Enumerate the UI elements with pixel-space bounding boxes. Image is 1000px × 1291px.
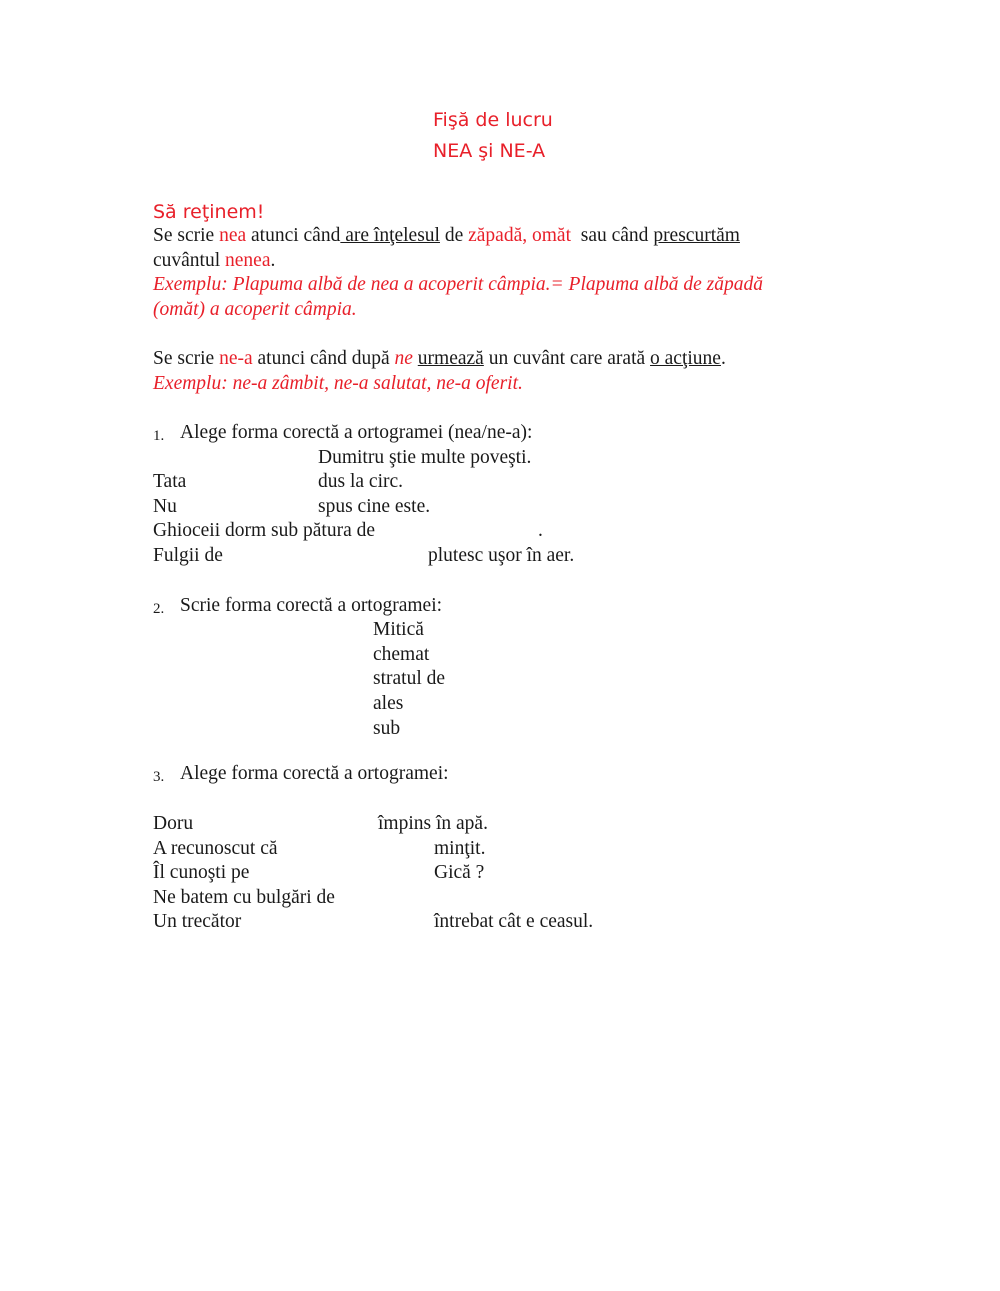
title-line-1: Fişă de lucru: [433, 109, 553, 131]
keyword-nenea: nenea: [225, 250, 271, 271]
text: de: [439, 225, 469, 246]
rule-nea-example-2: (omăt) a acoperit câmpia.: [153, 299, 357, 320]
exercise-2-item-4: ales: [373, 693, 404, 714]
exercise-3-line-1-left: Doru: [153, 813, 194, 834]
rule-ne-a-example: Exemplu: ne-a zâmbit, ne-a salutat, ne-a oferit.: [153, 373, 523, 394]
keyword-zapada: zăpadă, omăt: [468, 225, 571, 246]
exercise-2-number: 2.: [153, 601, 165, 617]
exercise-1-number: 1.: [153, 428, 165, 444]
text: un cuvânt care arată: [483, 348, 651, 369]
underlined-text: o acţiune: [650, 348, 721, 369]
exercise-1-instruction: Alege forma corectă a ortogramei (nea/ne-a):: [180, 422, 533, 443]
exercise-3-line-5-right: întrebat cât e ceasul.: [434, 911, 594, 932]
text: atunci când: [246, 225, 341, 246]
keyword-ne-a: ne-a: [219, 348, 253, 369]
underlined-text: urmează: [417, 348, 484, 369]
text: Se scrie: [153, 225, 220, 246]
exercise-2-instruction: Scrie forma corectă a ortogramei:: [180, 595, 443, 616]
exercise-3-line-3-right: Gică ?: [434, 862, 485, 883]
rule-ne-a-line: [153, 347, 726, 371]
exercise-1-line-4-left: Ghioceii dorm sub pătura de: [153, 520, 376, 541]
keyword-ne: ne: [394, 348, 413, 369]
exercise-1-line-4-right: .: [538, 520, 543, 541]
text: sau când: [571, 225, 654, 246]
exercise-2-item-1: Mitică: [373, 619, 424, 640]
title-line-2: NEA şi NE-A: [433, 140, 546, 162]
underlined-text: prescurtăm: [653, 225, 740, 246]
exercise-3-line-4-left: Ne batem cu bulgări de: [153, 887, 335, 908]
underlined-text: are înţelesul: [340, 225, 440, 246]
exercise-3-number: 3.: [153, 769, 165, 785]
exercise-1-line-2-left: Tata: [153, 471, 187, 492]
text: atunci când după: [252, 348, 395, 369]
exercise-1-line-5-left: Fulgii de: [153, 545, 223, 566]
exercise-3-line-5-left: Un trecător: [153, 911, 242, 932]
exercise-3-line-1-right: împins în apă.: [378, 813, 488, 834]
exercise-1-line-1-right: Dumitru ştie multe poveşti.: [318, 447, 532, 468]
exercise-3-line-2-right: minţit.: [434, 838, 486, 859]
rule-nea-line-1: [153, 224, 740, 248]
rule-nea-line-2: [153, 249, 275, 273]
rules-heading: Să reţinem!: [153, 201, 265, 223]
exercise-2-item-5: sub: [373, 718, 401, 739]
rule-nea-example-1: Exemplu: Plapuma albă de nea a acoperit câmpia.= Plapuma albă de zăpadă: [153, 274, 763, 295]
text: .: [270, 250, 276, 271]
exercise-2-item-2: chemat: [373, 644, 430, 665]
exercise-1-line-3-right: spus cine este.: [318, 496, 431, 517]
text: cuvântul: [153, 250, 226, 271]
keyword-nea: nea: [219, 225, 247, 246]
text: .: [720, 348, 726, 369]
exercise-3-instruction: Alege forma corectă a ortogramei:: [180, 763, 449, 784]
exercise-1-line-3-left: Nu: [153, 496, 177, 517]
exercise-3-line-2-left: A recunoscut că: [153, 838, 278, 859]
exercise-2-item-3: stratul de: [373, 668, 446, 689]
text: Se scrie: [153, 348, 220, 369]
exercise-3-line-3-left: Îl cunoşti pe: [153, 862, 250, 883]
exercise-1-line-5-right: plutesc uşor în aer.: [428, 545, 575, 566]
exercise-1-line-2-right: dus la circ.: [318, 471, 404, 492]
